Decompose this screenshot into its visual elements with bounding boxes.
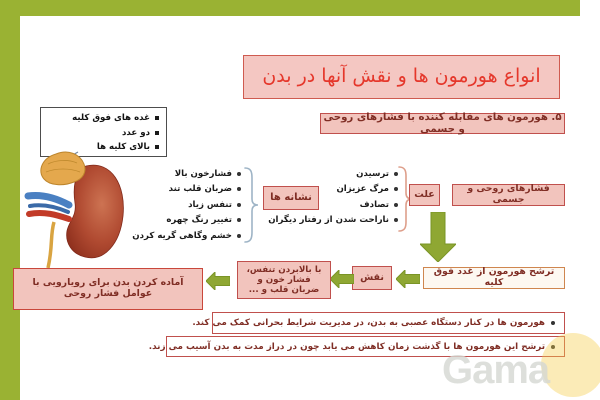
- list-item: [132, 228, 241, 244]
- left-arrow-icon: [396, 270, 420, 288]
- list-item: [140, 213, 241, 229]
- role-box: نقش: [352, 266, 392, 290]
- list-item-label: خشم وگاهی گریه کردن: [132, 230, 232, 241]
- list-item-label: غده های فوق کلیه: [72, 113, 150, 124]
- list-item: [288, 197, 398, 213]
- bullet-icon: [155, 145, 159, 149]
- list-item-label: ناراحت شدن از رفتار دیگران: [268, 215, 389, 226]
- list-item-label: فشارخون بالا: [174, 168, 232, 179]
- bullet-icon: [155, 116, 159, 120]
- list-item: [288, 166, 398, 182]
- frame-bottom-bar: [0, 0, 580, 16]
- secretion-box: ترشح هورمون از غدد فوق کلیه: [423, 267, 565, 289]
- frame-right-bar: [0, 0, 20, 400]
- left-arrow-icon: [330, 270, 354, 288]
- ureter-shape: [48, 222, 54, 268]
- down-arrow-icon: [420, 212, 456, 262]
- list-item: [43, 126, 159, 141]
- list-item-label: ترسیدن: [356, 168, 389, 179]
- list-item: [140, 166, 241, 182]
- watermark-logo: Gama: [442, 348, 550, 392]
- note-label: هورمون ها در کنار دستگاه عصبی به بدن، در مدیریت شرایط بحرانی کمک می کند.: [192, 318, 545, 328]
- watermark-circle: [541, 333, 600, 397]
- causes-list: [268, 166, 398, 228]
- left-arrow-icon: [206, 272, 230, 290]
- list-item-label: ضربان قلب تند: [168, 184, 232, 195]
- list-item-label: دو عدد: [122, 127, 150, 138]
- note-row: [192, 312, 565, 334]
- note-label: ترشح این هورمون ها با گذشت زمان کاهش می یابد چون در دراز مدت به بدن آسیب می زند.: [148, 341, 545, 352]
- list-item: [288, 182, 398, 198]
- symptoms-brace-icon: [241, 166, 261, 244]
- outcome-box: آماده کردن بدن برای رویارویی با عوامل فشار روحی: [13, 268, 203, 310]
- bullet-icon: [551, 321, 555, 325]
- list-item: [140, 197, 241, 213]
- list-item: [140, 182, 241, 198]
- subtitle: ۵. هورمون های مقابله کننده با فشارهای روحی و جسمی: [320, 113, 565, 134]
- bullet-icon: [155, 131, 159, 135]
- cause-header-box: فشارهای روحی و جسمی: [452, 184, 565, 206]
- list-item-label: تصادف: [359, 199, 389, 210]
- mechanism-box: با بالابردن تنفس، فشار خون و ضربان قلب و ...: [237, 261, 331, 299]
- list-item: [43, 111, 159, 126]
- list-item: [268, 213, 398, 229]
- list-item-label: تنفس زیاد: [188, 199, 232, 210]
- renal-artery-shape: [29, 213, 69, 219]
- page-title: انواع هورمون ها و نقش آنها در بدن: [243, 55, 560, 99]
- symptoms-list: [132, 166, 241, 244]
- list-item-label: بالای کلیه ها: [96, 142, 150, 153]
- cause-label-box: علت: [409, 184, 440, 206]
- symptoms-label-box: نشانه ها: [263, 186, 319, 210]
- list-item-label: مرگ عزیزان: [336, 184, 389, 195]
- list-item-label: تغییر رنگ چهره: [166, 215, 232, 226]
- adrenal-gland-shape: [41, 152, 85, 185]
- kidney-adrenal-illustration: [22, 146, 137, 271]
